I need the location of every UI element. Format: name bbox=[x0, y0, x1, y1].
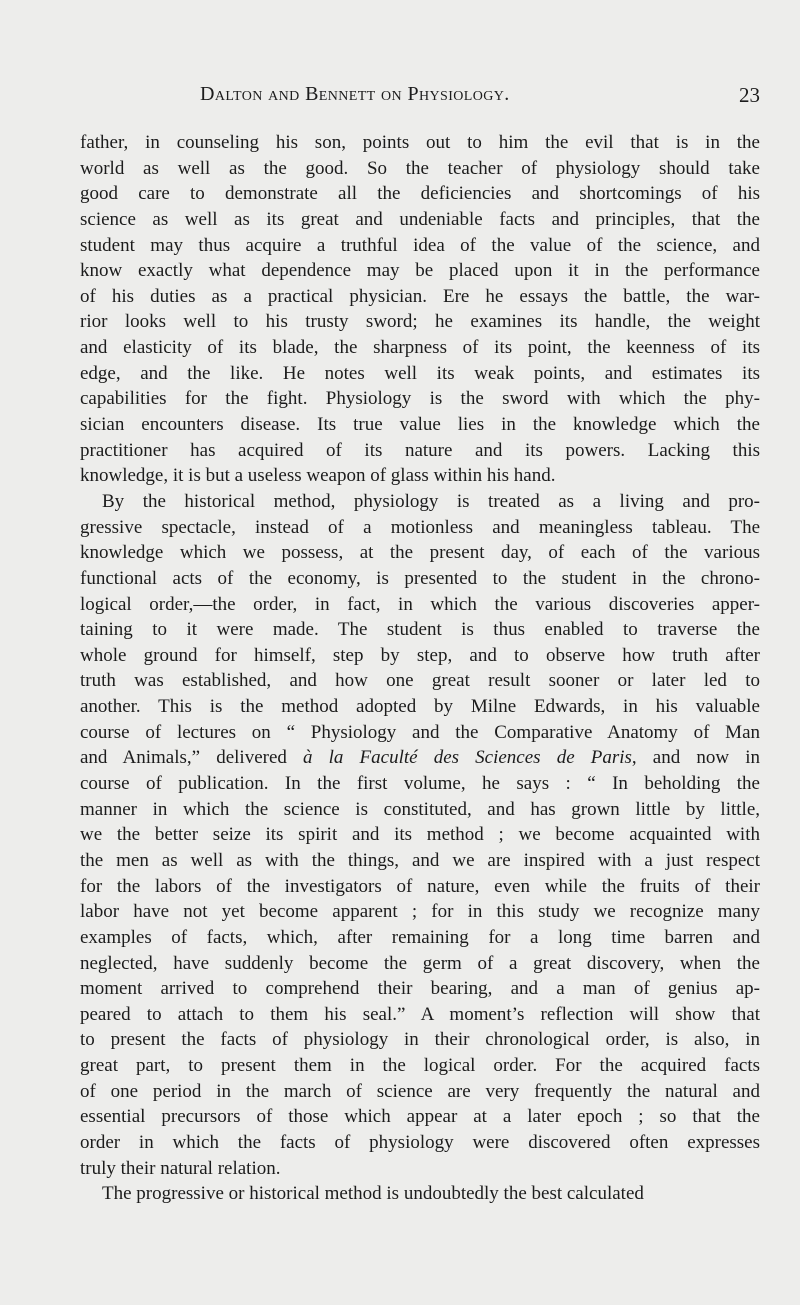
text-line: truly their natural relation. bbox=[80, 1157, 281, 1179]
text-line: course of lectures on “ Physiology and the Comparative Anatomy of Man bbox=[80, 721, 760, 743]
running-head bbox=[80, 83, 760, 113]
text-line: rior looks well to his trusty sword; he examines its handle, the weight bbox=[80, 311, 760, 333]
body-text bbox=[80, 130, 760, 1207]
text-line: edge, and the like. He notes well its weak points, and estimates its bbox=[80, 362, 760, 384]
text-line: we the better seize its spirit and its method ; we become acquainted with bbox=[80, 824, 760, 846]
page-number: 23 bbox=[739, 83, 760, 107]
text-line: neglected, have suddenly become the germ of a great discovery, when the bbox=[80, 952, 760, 974]
text-line: By the historical method, physiology is treated as a living and pro- bbox=[102, 490, 760, 512]
text-line: labor have not yet become apparent ; for in this study we recognize many bbox=[80, 901, 760, 923]
text-line: whole ground for himself, step by step, and to observe how truth after bbox=[80, 644, 760, 666]
text-line: student may thus acquire a truthful idea of the value of the science, and bbox=[80, 234, 760, 256]
text-line: of his duties as a practical physician. Ere he essays the battle, the war- bbox=[80, 285, 760, 307]
text-line: father, in counseling his son, points out to him the evil that is in the bbox=[80, 132, 760, 153]
text-line: and Animals,” delivered à la Faculté des Sciences de Paris, and now in bbox=[80, 747, 760, 769]
text-line: capabilities for the fight. Physiology is the sword with which the phy- bbox=[80, 388, 760, 410]
text-line: gressive spectacle, instead of a motionless and meaningless tableau. The bbox=[80, 516, 760, 538]
text-line: peared to attach to them his seal.” A moment’s reflection will show that bbox=[80, 1003, 760, 1025]
text-line: examples of facts, which, after remaining for a long time barren and bbox=[80, 926, 760, 948]
text-line: functional acts of the economy, is presented to the student in the chrono- bbox=[80, 567, 760, 589]
text-line: to present the facts of physiology in their chronological order, is also, in bbox=[80, 1029, 760, 1051]
text-line: essential precursors of those which appear at a later epoch ; so that the bbox=[80, 1106, 760, 1128]
text-line: and elasticity of its blade, the sharpness of its point, the keenness of its bbox=[80, 337, 760, 359]
text-line: great part, to present them in the logical order. For the acquired facts bbox=[80, 1055, 760, 1077]
text-line: another. This is the method adopted by Milne Edwards, in his valuable bbox=[80, 696, 760, 718]
text-line: sician encounters disease. Its true value lies in the knowledge which the bbox=[80, 414, 760, 436]
text-line: logical order,—the order, in fact, in which the various discoveries apper- bbox=[80, 593, 760, 615]
text-line: taining to it were made. The student is thus enabled to traverse the bbox=[80, 619, 760, 641]
text-line: The progressive or historical method is undoubtedly the best calculated bbox=[102, 1183, 644, 1205]
text-line: of one period in the march of science are very frequently the natural and bbox=[80, 1080, 760, 1102]
text-line: moment arrived to comprehend their bearing, and a man of genius ap- bbox=[80, 978, 760, 1000]
text-line: manner in which the science is constituted, and has grown little by little, bbox=[80, 798, 760, 820]
text-line: knowledge which we possess, at the present day, of each of the various bbox=[80, 542, 760, 564]
text-line: the men as well as with the things, and we are inspired with a just respect bbox=[80, 849, 760, 871]
text-line: science as well as its great and undeniable facts and principles, that the bbox=[80, 208, 760, 230]
text-line: good care to demonstrate all the deficiencies and shortcomings of his bbox=[80, 183, 760, 205]
text-line: practitioner has acquired of its nature and its powers. Lacking this bbox=[80, 439, 760, 461]
text-line: for the labors of the investigators of nature, even while the fruits of their bbox=[80, 875, 760, 897]
text-line: knowledge, it is but a useless weapon of glass within his hand. bbox=[80, 465, 556, 487]
text-line: order in which the facts of physiology were discovered often expresses bbox=[80, 1131, 760, 1153]
text-line: truth was established, and how one great result sooner or later led to bbox=[80, 670, 760, 692]
italic-phrase: à la Faculté des Sciences de Paris bbox=[303, 747, 632, 769]
text-line: world as well as the good. So the teacher of physiology should take bbox=[80, 157, 760, 179]
running-head-title: Dalton and Bennett on Physiology. bbox=[200, 83, 510, 105]
text-line: know exactly what dependence may be placed upon it in the performance bbox=[80, 260, 760, 282]
text-line: course of publication. In the first volume, he says : “ In beholding the bbox=[80, 773, 760, 795]
